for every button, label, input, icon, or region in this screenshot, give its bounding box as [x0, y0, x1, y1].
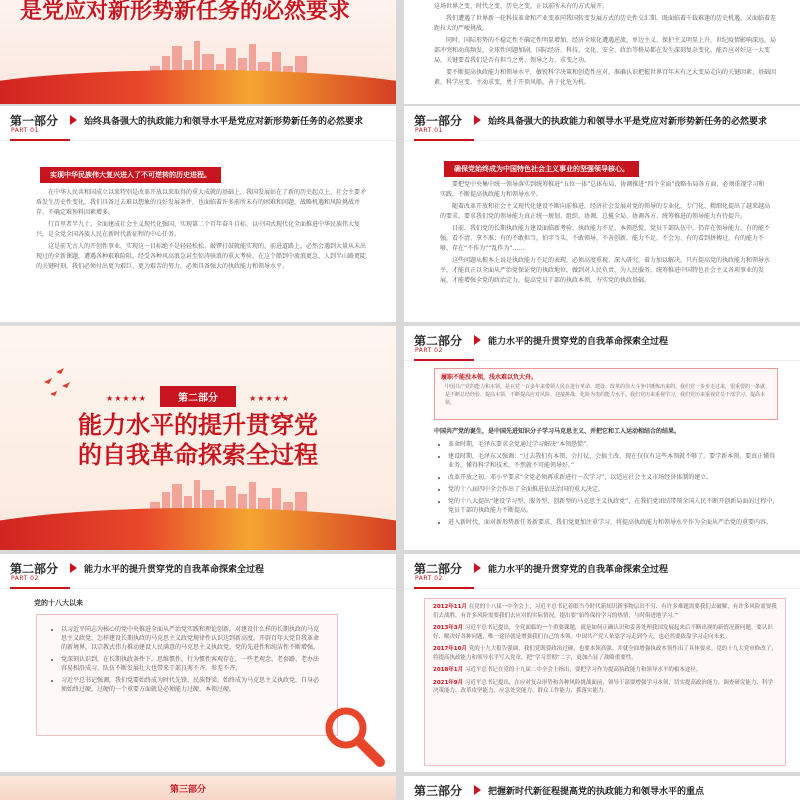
text-para: 行百里者半九十。全面建成社会主义现代化强国、实现第二个百年奋斗目标，以中国式现代化全面推进中华民族伟大复兴，是全党全国各族人民在新时代新征程的中心任务。 — [36, 221, 361, 238]
list-item: • 改革开放之初，邓小平要求“全党必须再重新进行一次学习”，以适应社会主义市场经济体制的建立。 — [448, 473, 780, 482]
text-line: 同时，国际形势的不稳定性不确定性明显增加，经济全球化遭遇逆流，单边主义、保护主义明显上升，世纪疫情影响深远，局部冲突和动荡频发，全球性问题加剧，国际经济、科技、文化、安全、政治等格局都在发生深刻复杂变化。能否应对好这一大变局，关键要看我们是否有担当之勇、领导之力、求变之功。 — [434, 37, 777, 64]
list-item: • 习近平总书记强调，我们党要始终成为时代先锋、民族脊梁，始终成为马克思主义执政党，自身必须始终过硬，过硬的一个重要方面就是必须能力过硬、本领过硬。 — [61, 676, 323, 694]
red-wave — [0, 508, 396, 550]
slide-header — [404, 106, 800, 141]
timeline-date: 2018年1月 — [433, 667, 464, 673]
part-label: 第三部分 — [170, 785, 207, 795]
key-point-badge: 实现中华民族伟大复兴进入了不可逆转的历史进程。 — [40, 167, 221, 183]
slide-title: 始终具备强大的执政能力和领导水平是党应对新形势新任务的必然要求 — [488, 117, 768, 127]
timeline-item — [425, 620, 785, 641]
list-item: • 革命时期，毛泽东要求全党通过学习解决“本领恐慌”。 — [448, 440, 780, 449]
quote-text: 中国共产党的能力和本领，是在党一百多年来带领人民在进行革命、建设、改革的伟大斗争中锤炼出来的。我们党一步步走过来，很重要的一条就是不断总结经验、提高本领，不断提高应对风险、迎接挑战、化险为夷的能力水平。我们党历来重视学习，我们党历来重视党员干部学习、提高本领。 — [445, 384, 766, 406]
content-box — [36, 614, 338, 736]
arrow-icon — [474, 335, 481, 345]
timeline-date: 2012年11月 — [433, 604, 467, 610]
text-line: 要不断提高执政能力和领导水平，敏锐科学决策和创造性应对，准确认识把握世界百年未有之大变局走向的关键因素、基础因素，科学应变、主动求变，勇于开顶风船，善于化危为机。 — [434, 69, 777, 86]
list-item: • 建设时期，毛泽东又强调：“过去我们有本领，会打仗，会搞土改，现在仅仅有这些本领就不够了。要学新本领，要真正懂得业务，懂得科学和技术，不然就不可能领导好。” — [448, 452, 780, 470]
arrow-icon — [70, 115, 77, 125]
section-label: 党的十八大以来 — [34, 599, 83, 607]
slide-title: 始终具备强大的执政能力和领导水平是党应对新形势新任务的必然要求 — [84, 117, 364, 127]
list-item: • 党的十八届四中全会作出了全面推进依法治国的重大决定。 — [448, 485, 780, 494]
slide-part2-f — [404, 554, 800, 772]
text-para: 这些问题从根本上说是执政能力不足的表现，必须高度重视、深入研究，着力加以解决。只有提高党的执政能力和领导水平，才能真正以全面从严治党保证党的执政地位，做到对人民负责、为人民服务，统筹推进中国特色社会主义各项事业的发展，才能增强全党的政治定力，提高党员干部的执政本领，夯实党的执政基础。 — [440, 257, 771, 284]
text-para: 这是前无古人的开创性事业，实现这一目标绝不是轻轻松松、敲锣打鼓就能实现的，前进道路上，必然会遇到大量从未出现过的全新课题，遭遇各种艰难险阻，经受各种风高浪急甚至惊涛骇浪的重大考验。在这个船到中流浪更急、人到半山路更陡的关键时刻，我们必须付出更为艰巨、更为艰苦的努力，必须具备强大的执政能力和领导水平。 — [36, 243, 367, 270]
red-wave — [0, 70, 396, 104]
header-underline — [414, 587, 474, 589]
slide-header — [404, 326, 800, 361]
arrow-icon — [474, 563, 481, 573]
slide-title: 把握新时代新征程提高党的执政能力和领导水平的重点 — [488, 787, 705, 797]
timeline-text: 党的十九大报告强调，我们党既要政治过硬，也要本领高强。并就全面增强执政本领作出了具体要求。党的十九大党章修改了，将提高执政能力和领导水平写入党章，把“学习贯彻”二字，更加凸显了战略重要性。 — [433, 646, 777, 661]
slide-header — [0, 106, 396, 141]
timeline-item — [425, 675, 785, 696]
timeline-text: 在党的十八届一中全会上，习近平总书记着眼当今时代新知识新事物层出不穷、有许多难题需要我们去破解，有许多风险需要我们去战胜，有许多风险需要我们去应对的实际情况，提出要“始终保持学习的热情，与时俱进地学习。” — [433, 604, 777, 619]
slide-part2-d — [404, 326, 800, 550]
text-block — [36, 188, 366, 274]
timeline-item — [425, 599, 785, 620]
part-label: 第一部分 — [414, 114, 463, 128]
part-en-label: PART 02 — [415, 575, 443, 582]
section-title-line2: 的自我革命探索全过程 — [78, 441, 318, 469]
text-block — [440, 180, 770, 288]
timeline-box — [424, 598, 786, 766]
content-list — [51, 625, 323, 697]
quote-box — [434, 368, 778, 420]
list-item: • 党深刻认识到，在长期执政条件下，思维惯性、行为惯性客观存在，一些老观念、老套路、老办法容易相沿成习，队伍不断发展壮大也带来干部良莠不齐、参差不齐。 — [61, 655, 323, 673]
section-title-line1: 能力水平的提升贯穿党 — [78, 411, 318, 439]
slide-heading: 是党应对新形势新任务的必然要求 — [20, 0, 351, 24]
timeline-text: 习近平总书记提出，全党面临的一个重要课题，就是如何正确认识和妥善处理我国发展起来后不断出现的新情况新问题。要认识好、解决好各种问题，唯一途径就是增强我们自己的本领。中国共产党人依靠学习走到今天，也必然要依靠学习走向未来。 — [433, 625, 773, 640]
part-label: 第二部分 — [414, 562, 463, 576]
text-para: 要把党中央集中统一领导落实到统筹推进“五位一体”总体布局、协调推进“四个全面”战略布局各方面，必须重视学习和实践，不断提高执政能力和领导水平。 — [440, 181, 765, 198]
part-label: 第三部分 — [414, 784, 463, 798]
text-line: 这场世界之变、时代之变、历史之变，正以前所未有的方式展开。 — [434, 3, 609, 10]
slide-title: 能力水平的提升贯穿党的自我革命探索全过程 — [488, 565, 669, 575]
quote-title: 履职不能没本领，浅水难以负大舟。 — [441, 374, 538, 381]
text-para: 目前，我们党的长期执政能力建设面临新考验，执政能力不足、本领恐慌，党员干部队伍中，仍存在领导能力、有的能不强，看不清、拿不准；有的不敢担当，怕字当头，不敢领导，不善创新，能力不足，不会为、有的看到拼搏过，有的能力不够、存在“不作为”“乱作为”…… — [440, 225, 771, 252]
arrow-icon — [474, 785, 481, 795]
stars-left: ★★★★★ — [106, 394, 147, 403]
part-label: 第二部分 — [414, 334, 463, 348]
timeline-date: 2021年9月 — [433, 679, 464, 686]
timeline-date: 2013年3月 — [433, 625, 464, 631]
timeline-text: 习近平总书记在党的十九届二中全会上指出，要把学习作为提高执政能力和领导水平的根本途径。 — [464, 667, 702, 673]
part-label: 第一部分 — [10, 114, 59, 128]
text-para: 在中华人民共和国成立以来特别是改革开放以来取得的重大成就的基础上，我国发展站在了新的历史起点上，社会主要矛盾发生历史性变化，我们具备过去难以想象的良好发展条件，也面临着许多前所未有的困难和问题，战略机遇和风险挑战并存，不确定难预料因素增多。 — [36, 189, 367, 216]
section-title — [0, 410, 396, 470]
slide-part1-b — [404, 106, 800, 322]
part-en-label: PART 01 — [11, 127, 39, 134]
text-block — [434, 2, 780, 90]
slide-cover-part2 — [0, 326, 396, 550]
part-en-label: PART 01 — [415, 127, 443, 134]
history-list — [438, 440, 780, 530]
key-point-badge: 确保党始终成为中国特色社会主义事业的坚强领导核心。 — [444, 161, 639, 177]
slide-cover-part1 — [0, 0, 396, 104]
slide-part1-a — [0, 106, 396, 322]
timeline-text: 习近平总书记提出，在应对复杂形势和各种风险挑战面前，领导干部要增强学习本领，切实提高政治能力、调查研究能力、科学决策能力、改革攻坚能力、应急处突能力、群众工作能力、抓落实能力。 — [433, 679, 773, 694]
list-item: • 党的十八大提出“建设学习型、服务型、创新型的马克思主义执政党”，在我们党团结带领全国人民不断开创新局面的过程中，党员干部的执政能力不断提高。 — [448, 497, 780, 515]
part-label: 第二部分 — [10, 562, 59, 576]
timeline-item — [425, 662, 785, 675]
arrow-icon — [70, 563, 77, 573]
arrow-icon — [474, 115, 481, 125]
header-underline — [414, 139, 474, 141]
timeline-date: 2017年10月 — [433, 646, 467, 652]
header-underline — [10, 587, 70, 589]
slide-title: 能力水平的提升贯穿党的自我革命探索全过程 — [84, 565, 265, 575]
sub-heading: 中国共产党的诞生，是中国先进知识分子学习马克思主义、并把它和工人运动相结合的结果。 — [434, 428, 681, 435]
slide-title: 能力水平的提升贯穿党的自我革命探索全过程 — [488, 337, 669, 347]
slide-text-part1 — [404, 0, 800, 104]
timeline-item — [425, 641, 785, 662]
list-item: • 进入新时代，面对新形势新任务新要求，我们党更加注重学习，将提高执政能力和领导水平作为全面从严治党的重要内容。 — [448, 518, 780, 527]
part-en-label: PART 02 — [415, 347, 443, 354]
part-en-label: PART 02 — [11, 575, 39, 582]
header-underline — [414, 359, 474, 361]
magnifier-icon — [322, 704, 388, 770]
text-para: 随着改革开放和社会主义现代化建设不断向前推进，经济社会发展对党的领导的专业化、专门化、精细化提出了越来越高的要求，要求我们党的领导能力真正统一规划、组织、协调，总揽全局、协调各方、统筹推进的领导能力有待提升。 — [440, 203, 771, 220]
slide-header — [404, 554, 800, 589]
list-item: • 以习近平同志为核心的党中央推进全面从严治党实践和理论创新，对建设什么样的长期执政的马克思主义政党、怎样建设长期执政的马克思主义政党规律性认识达到新高度。开辟百年大党自我革命的新境界，以宗教式伟力推动建设人民满意的马克思主义执政党，党的先进性和纯洁性不断增强。 — [61, 625, 323, 652]
stars-right: ★★★★★ — [249, 394, 290, 403]
text-line: 我们遭遇了世界新一轮科技革命和产业变革同我国转变发展方式的历史性交汇期，既面临着千载难逢的历史机遇，又面临着差距拉大的严峻挑战。 — [434, 15, 777, 32]
slide-cover-part3 — [0, 776, 396, 800]
slide-part3-header — [404, 776, 800, 800]
section-badge: 第二部分 — [160, 386, 236, 407]
header-underline — [10, 139, 70, 141]
slide-header — [0, 554, 396, 589]
slide-part2-e — [0, 554, 396, 772]
